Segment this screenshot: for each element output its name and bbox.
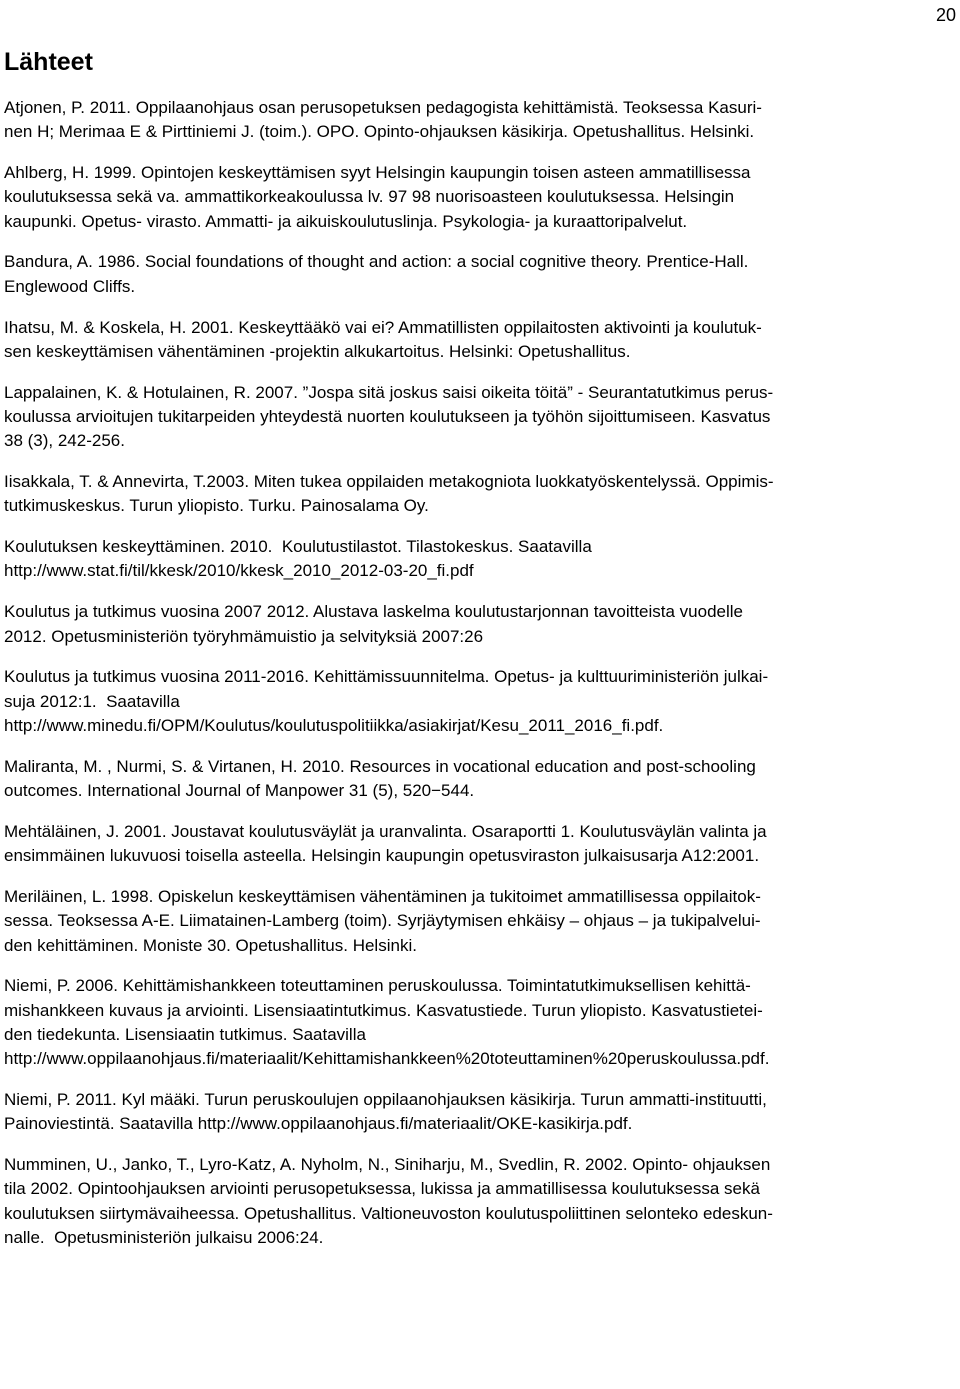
reference-line: Maliranta, M. , Nurmi, S. & Virtanen, H. 2010. Resources in vocational education and post-schooling — [4, 756, 756, 776]
page-title: Lähteet — [4, 48, 93, 76]
reference-entry — [4, 381, 952, 454]
reference-line: Niemi, P. 2006. Kehittämishankkeen toteuttaminen peruskoulussa. Toimintatutkimuksellisen kehittä- — [4, 976, 751, 996]
reference-line: mishankkeen kuvaus ja arviointi. Lisensiaatintutkimus. Kasvatustiede. Turun yliopisto. Kasvatustietei- — [4, 1000, 763, 1020]
reference-line: Lappalainen, K. & Hotulainen, R. 2007. ”Jospa sitä joskus saisi oikeita töitä” - Seurantatutkimus perus- — [4, 382, 774, 402]
reference-line: http://www.oppilaanohjaus.fi/materiaalit/Kehittamishankkeen%20toteuttaminen%20peruskoulussa.pdf. — [4, 1049, 770, 1069]
reference-entry — [4, 250, 952, 299]
reference-line: den tiedekunta. Lisensiaatin tutkimus. Saatavilla — [4, 1024, 366, 1044]
reference-line: Atjonen, P. 2011. Oppilaanohjaus osan perusopetuksen pedagogista kehittämistä. Teoksessa Kasuri- — [4, 98, 762, 117]
reference-entry — [4, 316, 952, 365]
reference-entry — [4, 161, 952, 234]
reference-line: http://www.stat.fi/til/kkesk/2010/kkesk_2010_2012-03-20_fi.pdf — [4, 561, 474, 581]
reference-entry — [4, 1088, 952, 1137]
reference-entry — [4, 535, 952, 584]
reference-line: nalle. Opetusministeriön julkaisu 2006:24. — [4, 1227, 324, 1247]
reference-line: Ihatsu, M. & Koskela, H. 2001. Keskeyttääkö vai ei? Ammatillisten oppilaitosten aktivointi ja koulutuk- — [4, 317, 762, 337]
reference-list — [4, 96, 952, 1267]
reference-entry — [4, 820, 952, 869]
reference-line: koulussa arvioitujen tukitarpeiden yhteydestä nuorten koulutukseen ja työhön sijoittumiseen. Kasvatus — [4, 406, 771, 426]
reference-entry — [4, 1153, 952, 1250]
reference-line: ensimmäinen lukuvuosi toisella asteella. Helsingin kaupungin opetusviraston julkaisusarja A12:2001. — [4, 846, 760, 866]
reference-entry — [4, 470, 952, 519]
reference-line: Koulutuksen keskeyttäminen. 2010. Koulutustilastot. Tilastokeskus. Saatavilla — [4, 537, 592, 557]
reference-line: Bandura, A. 1986. Social foundations of thought and action: a social cognitive theory. Prentice-Hall. — [4, 252, 749, 272]
reference-line: Englewood Cliffs. — [4, 276, 136, 296]
reference-line: tila 2002. Opintoohjauksen arviointi perusopetuksessa, lukissa ja ammatillisessa koulutuksessa sekä — [4, 1179, 760, 1199]
reference-entry — [4, 885, 952, 958]
page-number: 20 — [935, 5, 956, 25]
reference-line: kaupunki. Opetus- virasto. Ammatti- ja aikuiskoulutuslinja. Psykologia- ja kuraattoripalvelut. — [4, 211, 688, 231]
reference-line: den kehittäminen. Moniste 30. Opetushallitus. Helsinki. — [4, 935, 417, 955]
reference-line: 2012. Opetusministeriön työryhmämuistio ja selvityksiä 2007:26 — [4, 626, 484, 646]
reference-line: koulutuksen siirtymävaiheessa. Opetushallitus. Valtioneuvoston koulutuspoliittinen selonteko edeskun- — [4, 1203, 773, 1223]
reference-line: Niemi, P. 2011. Kyl määki. Turun peruskoulujen oppilaanohjauksen käsikirja. Turun ammatti-instituutti, — [4, 1090, 767, 1109]
reference-line: koulutuksessa sekä va. ammattikorkeakoulussa lv. 97 98 nuorisoasteen koulutuksessa. Helsingin — [4, 187, 735, 207]
reference-entry — [4, 600, 952, 649]
reference-line: Ahlberg, H. 1999. Opintojen keskeyttämisen syyt Helsingin kaupungin toisen asteen ammatillisessa — [4, 163, 751, 183]
reference-line: http://www.minedu.fi/OPM/Koulutus/koulutuspolitiikka/asiakirjat/Kesu_2011_2016_fi.pdf. — [4, 715, 664, 735]
reference-entry — [4, 96, 952, 145]
reference-entry — [4, 665, 952, 738]
reference-line: tutkimuskeskus. Turun yliopisto. Turku. Painosalama Oy. — [4, 496, 429, 516]
reference-entry — [4, 974, 952, 1071]
reference-line: Koulutus ja tutkimus vuosina 2011-2016. Kehittämissuunnitelma. Opetus- ja kulttuuriministeriön julkai- — [4, 667, 769, 687]
reference-line: Meriläinen, L. 1998. Opiskelun keskeyttämisen vähentäminen ja tukitoimet ammatillisessa oppilaitok- — [4, 886, 761, 906]
reference-line: sessa. Teoksessa A-E. Liimatainen-Lamberg (toim). Syrjäytymisen ehkäisy – ohjaus – ja tukipalvelui- — [4, 911, 761, 931]
reference-line: Numminen, U., Janko, T., Lyro-Katz, A. Nyholm, N., Siniharju, M., Svedlin, R. 2002. Opinto- ohjauksen — [4, 1155, 771, 1175]
reference-line: outcomes. International Journal of Manpower 31 (5), 520−544. — [4, 781, 475, 801]
reference-line: 38 (3), 242-256. — [4, 431, 125, 451]
reference-line: Koulutus ja tutkimus vuosina 2007 2012. Alustava laskelma koulutustarjonnan tavoitteista vuodelle — [4, 602, 744, 622]
reference-line: Iisakkala, T. & Annevirta, T.2003. Miten tukea oppilaiden metakogniota luokkatyöskentelyssä. Oppimis- — [4, 472, 774, 492]
reference-line: nen H; Merimaa E & Pirttiniemi J. (toim.). OPO. Opinto-ohjauksen käsikirja. Opetushallitus. Helsinki. — [4, 122, 755, 142]
reference-entry — [4, 755, 952, 804]
reference-line: sen keskeyttämisen vähentäminen -projektin alkukartoitus. Helsinki: Opetushallitus. — [4, 341, 631, 361]
reference-line: suja 2012:1. Saatavilla — [4, 691, 180, 711]
reference-line: Mehtäläinen, J. 2001. Joustavat koulutusväylät ja uranvalinta. Osaraportti 1. Koulutusväylän valinta ja — [4, 821, 767, 841]
reference-line: Painoviestintä. Saatavilla http://www.oppilaanohjaus.fi/materiaalit/OKE-kasikirja.pdf. — [4, 1114, 633, 1134]
